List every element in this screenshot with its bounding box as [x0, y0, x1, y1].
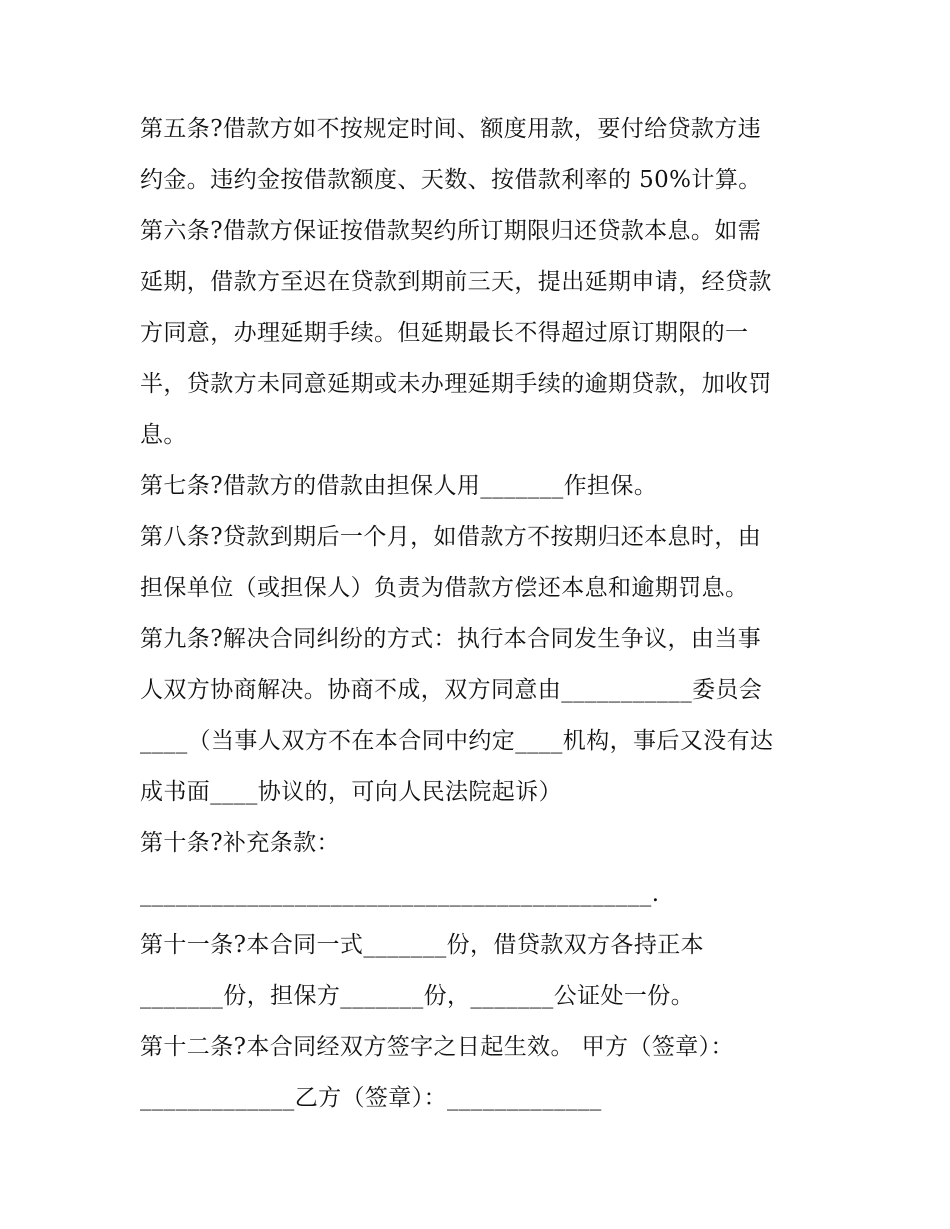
text-line: 第十二条?本合同经双方签字之日起生效。 甲方（签章）： [140, 1034, 734, 1060]
contract-text [140, 104, 830, 1124]
text-line: 第五条?借款方如不按规定时间、额度用款，要付给贷款方违 [140, 116, 762, 142]
text-line: 约金。违约金按借款额度、天数、按借款利率的 50%计算。 [140, 167, 762, 193]
text-line: 人双方协商解决。协商不成，双方同意由___________委员会 [140, 677, 763, 703]
text-line: 第十条?补充条款： [140, 830, 340, 856]
text-line: 息。 [140, 422, 187, 448]
text-line: ___________________________________________. [140, 881, 660, 907]
text-line: 成书面____协议的，可向人民法院起诉） [140, 779, 562, 805]
text-line: 延期，借款方至迟在贷款到期前三天，提出延期申请，经贷款 [140, 269, 772, 295]
text-line: 第九条?解决合同纠纷的方式：执行本合同发生争议，由当事 [140, 626, 762, 652]
text-line: _____________乙方（签章）：_____________ [140, 1085, 602, 1111]
text-line: ____（当事人双方不在本合同中约定____机构，事后又没有达 [140, 728, 774, 754]
text-line: 第六条?借款方保证按借款契约所订期限归还贷款本息。如需 [140, 218, 762, 244]
text-line: _______份，担保方_______份，_______公证处一份。 [140, 983, 695, 1009]
text-line: 方同意，办理延期手续。但延期最长不得超过原订期限的一 [140, 320, 749, 346]
text-line: 第八条?贷款到期后一个月，如借款方不按期归还本息时，由 [140, 524, 762, 550]
text-line: 半，贷款方未同意延期或未办理延期手续的逾期贷款，加收罚 [140, 371, 772, 397]
text-line: 第七条?借款方的借款由担保人用_______作担保。 [140, 473, 658, 499]
text-line: 第十一条?本合同一式_______份，借贷款双方各持正本 [140, 932, 705, 958]
text-line: 担保单位（或担保人）负责为借款方偿还本息和逾期罚息。 [140, 575, 749, 601]
